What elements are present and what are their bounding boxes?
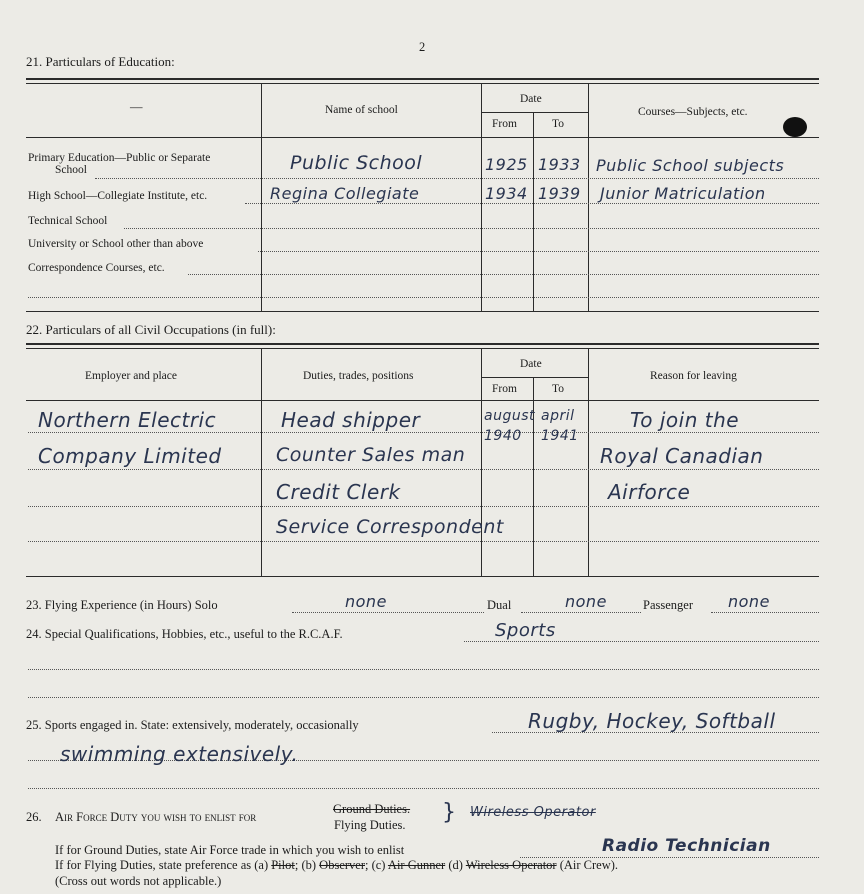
duty-line-4: Service Correspondent — [276, 516, 504, 538]
occupation-from-month: august — [484, 408, 535, 424]
q25-label: 25. Sports engaged in. State: extensively, moderately, occasionally — [26, 718, 359, 732]
page-number: 2 — [419, 40, 426, 54]
passenger-hours: none — [728, 592, 770, 611]
air-crew-label: (Air Crew). — [559, 858, 619, 872]
flying-duties-line — [55, 858, 618, 873]
ink-blot — [783, 117, 807, 137]
ground-duties-line: If for Ground Duties, state Air Force trade in which you wish to enlist — [55, 843, 405, 857]
dual-label: Dual — [487, 598, 512, 612]
sports-answer-line-2: swimming extensively. — [60, 742, 299, 766]
occupations-col-employer: Employer and place — [85, 370, 177, 382]
q26-label: Air Force Duty you wish to enlist for — [55, 810, 257, 824]
solo-hours: none — [345, 592, 387, 611]
reason-line-2: Royal Canadian — [600, 444, 764, 468]
option-air-gunner: Air Gunner — [387, 858, 446, 872]
option-wireless-operator: Wireless Operator — [465, 858, 557, 872]
option-pilot: Pilot — [271, 858, 295, 872]
ground-trade-answer: Radio Technician — [602, 836, 771, 856]
primary-courses: Public School subjects — [596, 156, 785, 175]
option-ground-duties: Ground Duties. — [333, 802, 411, 816]
duty-line-3: Credit Clerk — [276, 480, 401, 504]
education-col-to: To — [552, 118, 564, 130]
employer-line-2: Company Limited — [38, 444, 222, 468]
occupations-col-duties: Duties, trades, positions — [303, 370, 414, 382]
cross-out-note: (Cross out words not applicable.) — [55, 874, 222, 888]
high-school-to: 1939 — [538, 184, 581, 203]
education-col-courses: Courses—Subjects, etc. — [638, 106, 748, 118]
sports-answer-line-1: Rugby, Hockey, Softball — [528, 709, 776, 733]
brace-mark: } — [442, 800, 457, 825]
occupations-col-to: To — [552, 383, 564, 395]
duty-line-2: Counter Sales man — [276, 444, 466, 466]
occupations-col-from: From — [492, 383, 517, 395]
primary-to: 1933 — [538, 155, 581, 174]
option-observer: Observer — [319, 858, 365, 872]
q26-number: 26. — [26, 810, 42, 824]
occupations-heading: 22. Particulars of all Civil Occupations (in full): — [26, 322, 276, 337]
option-b-label: ; (b) — [294, 858, 317, 872]
dual-hours: none — [565, 592, 607, 611]
special-qualifications-answer: Sports — [495, 620, 556, 641]
high-school-courses: Junior Matriculation — [600, 184, 766, 203]
education-row-label: High School—Collegiate Institute, etc. — [28, 190, 208, 202]
high-school-name: Regina Collegiate — [270, 184, 420, 203]
high-school-from: 1934 — [485, 184, 528, 203]
occupation-to-month: april — [541, 408, 575, 424]
reason-line-3: Airforce — [608, 480, 691, 504]
flying-prefix: If for Flying Duties, state preference as (a) — [55, 858, 269, 872]
education-row-label: Primary Education—Public or Separate — [28, 152, 211, 164]
option-flying-duties: Flying Duties. — [334, 818, 406, 832]
q26-handwritten: Wireless Operator — [470, 805, 596, 820]
education-col-from: From — [492, 118, 517, 130]
education-row-label: University or School other than above — [28, 238, 204, 250]
q24-label: 24. Special Qualifications, Hobbies, etc., useful to the R.C.A.F. — [26, 627, 343, 641]
employer-line-1: Northern Electric — [38, 408, 217, 432]
education-col-blank: — — [130, 100, 143, 114]
education-row-label: School — [55, 164, 87, 176]
occupations-col-reason: Reason for leaving — [650, 370, 737, 382]
primary-from: 1925 — [485, 155, 528, 174]
education-heading: 21. Particulars of Education: — [26, 54, 175, 69]
occupation-from-year: 1940 — [484, 428, 522, 444]
option-c-label: ; (c) — [365, 858, 386, 872]
option-d-label: (d) — [448, 858, 463, 872]
occupations-col-date: Date — [520, 358, 542, 370]
reason-line-1: To join the — [630, 408, 740, 432]
occupation-to-year: 1941 — [541, 428, 579, 444]
q23-label: 23. Flying Experience (in Hours) Solo — [26, 598, 218, 612]
passenger-label: Passenger — [643, 598, 693, 612]
primary-school-name: Public School — [290, 152, 423, 174]
education-row-label: Technical School — [28, 215, 108, 227]
duty-line-1: Head shipper — [281, 408, 421, 432]
education-col-name: Name of school — [325, 104, 398, 116]
education-col-date: Date — [520, 93, 542, 105]
education-row-label: Correspondence Courses, etc. — [28, 262, 165, 274]
